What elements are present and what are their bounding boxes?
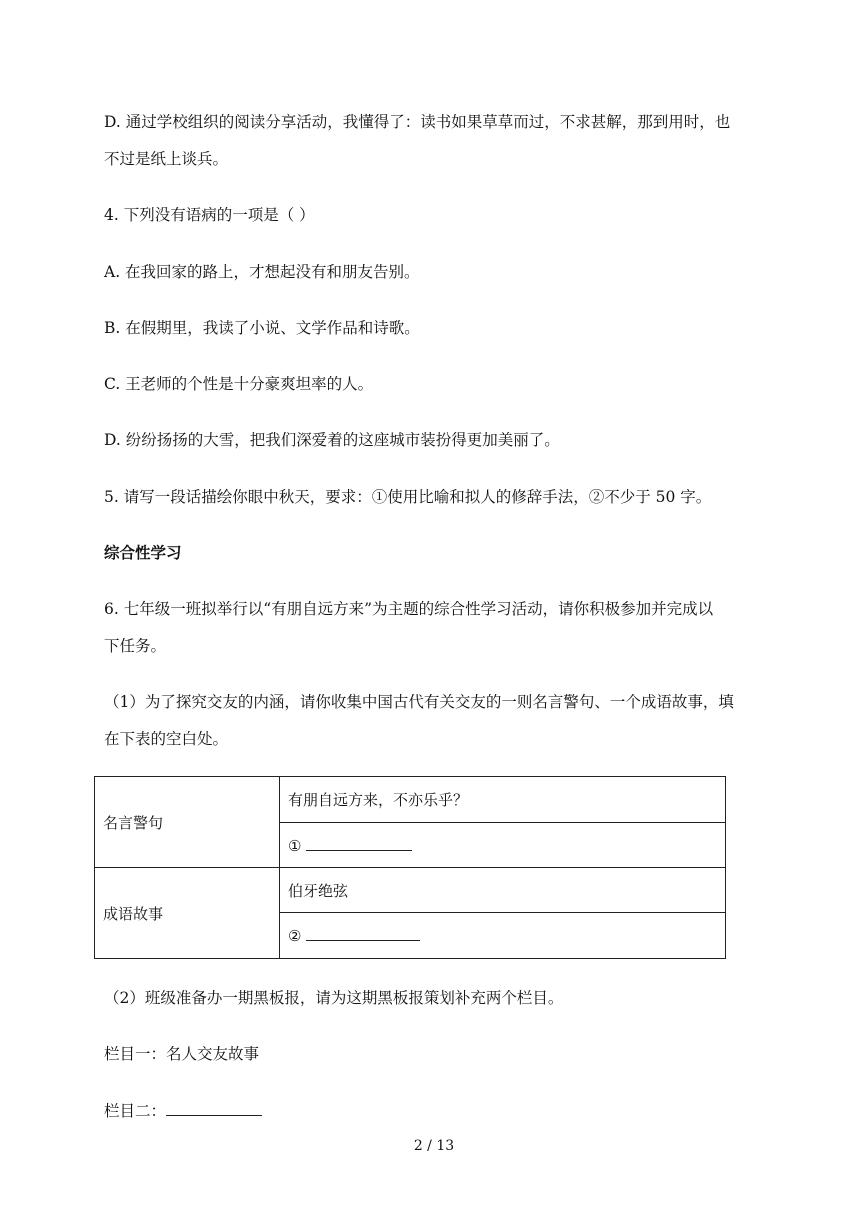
q4-option-d: D. 纷纷扬扬的大雪，把我们深爱着的这座城市装扮得更加美丽了。 [104, 431, 560, 449]
q6-part1-line1: （1）为了探究交友的内涵，请你收集中国古代有关交友的一则名言警句、一个成语故事，填 [104, 693, 734, 711]
q6-part2: （2）班级准备办一期黑板报，请为这期黑板报策划补充两个栏目。 [104, 989, 564, 1007]
q3-option-d-line1: D. 通过学校组织的阅读分享活动，我懂得了：读书如果草草而过，不求甚解，那到用时，也 [104, 113, 731, 131]
q6-part1-line2: 在下表的空白处。 [104, 730, 229, 748]
answer-blank-1[interactable] [306, 836, 412, 851]
answer-blank-2[interactable] [306, 926, 420, 941]
table-label-idioms: 成语故事 [95, 868, 280, 959]
answer-blank-3[interactable] [166, 1101, 262, 1116]
q6-intro-line2: 下任务。 [104, 637, 167, 655]
q6-column2-row [104, 1101, 262, 1121]
q3-option-d-line2: 不过是纸上谈兵。 [104, 150, 229, 168]
q4-option-b: B. 在假期里，我读了小说、文学作品和诗歌。 [104, 319, 420, 337]
table-cell-idiom-given: 伯牙绝弦 [280, 868, 726, 913]
table-label-quotes: 名言警句 [95, 777, 280, 868]
q4-option-a: A. 在我回家的路上，才想起没有和朋友告别。 [104, 263, 420, 281]
section-title: 综合性学习 [104, 544, 182, 562]
q4-stem: 4. 下列没有语病的一项是（ ） [104, 206, 315, 224]
table-cell-quote-blank[interactable] [280, 823, 726, 868]
blank-marker-1: ① [288, 836, 302, 855]
q6-intro-line1: 6. 七年级一班拟举行以“有朋自远方来”为主题的综合性学习活动，请你积极参加并完成以 [104, 600, 714, 618]
q6-column1: 栏目一：名人交友故事 [104, 1045, 260, 1063]
q6-column2-label: 栏目二： [104, 1102, 167, 1120]
q5-text: 5. 请写一段话描绘你眼中秋天，要求：①使用比喻和拟人的修辞手法，②不少于 50 字。 [104, 488, 712, 506]
table-cell-idiom-blank[interactable] [280, 913, 726, 959]
blank-marker-2: ② [288, 927, 302, 945]
answer-table [94, 776, 726, 959]
q4-option-c: C. 王老师的个性是十分豪爽坦率的人。 [104, 375, 374, 393]
table-cell-quote-given: 有朋自远方来，不亦乐乎？ [280, 777, 726, 823]
page-number: 2 / 13 [413, 1138, 455, 1154]
